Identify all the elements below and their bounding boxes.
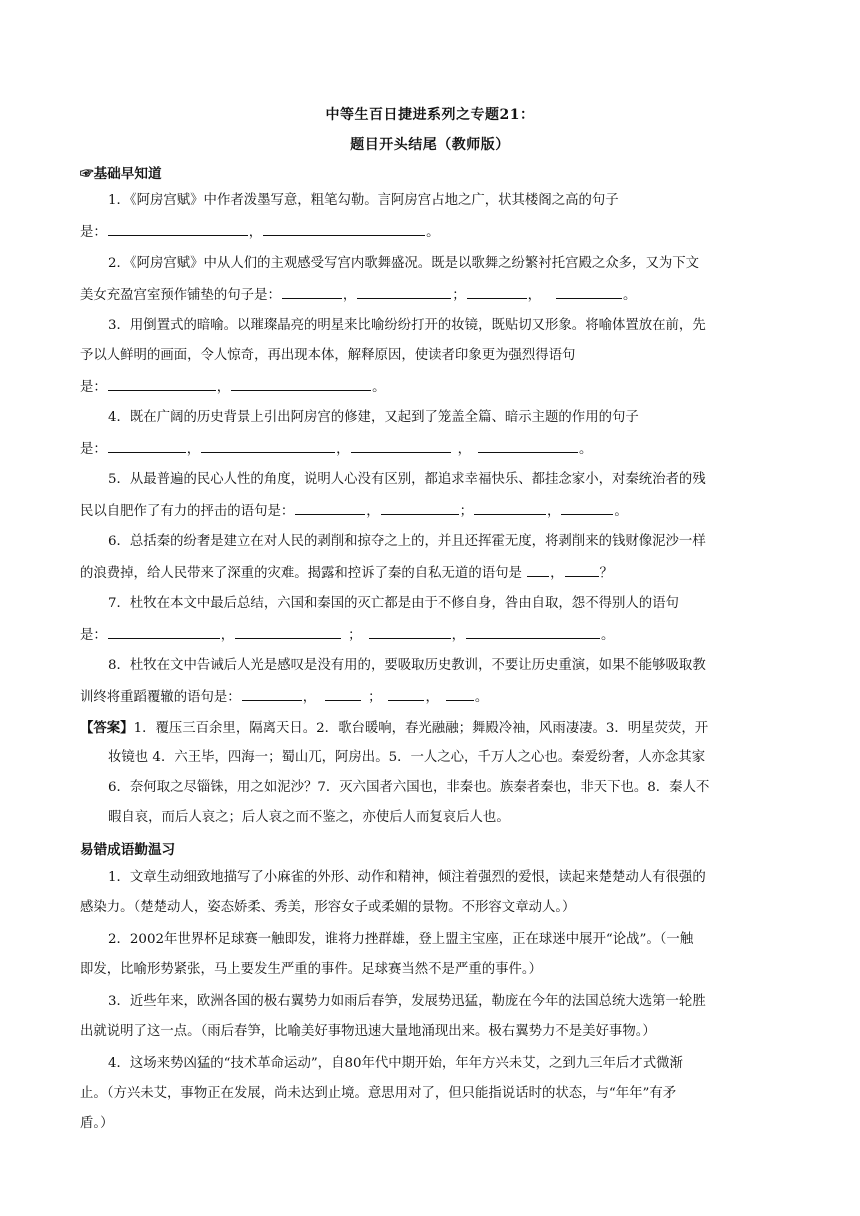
answer-blank[interactable] [446, 686, 474, 701]
end-punct: 。 [578, 442, 593, 457]
separator: ； [368, 690, 382, 705]
question-7-text: 7．杜牧在本文中最后总结，六国和秦国的灭亡都是由于不修自身，咎由自取，怨不得别人的语句 [108, 596, 679, 611]
separator: ， [216, 380, 231, 395]
question-3-text: 3．用倒置式的暗喻。以璀璨晶亮的明星来比喻纷纷打开的妆镜，既贴切又形象。将喻体置放在前，先 [108, 318, 706, 333]
answer-prefix: 是： [80, 442, 107, 457]
answer-blank[interactable] [351, 438, 451, 453]
question-8-answer-line [80, 686, 488, 708]
answer-blank[interactable] [478, 438, 578, 453]
idiom-item-3-line2: 出就说明了这一点。（雨后春笋，比喻美好事物迅速大量地涌现出来。极右翼势力不是美好事物。） [80, 1024, 656, 1039]
question-5-text: 5．从最普遍的民心人性的角度，说明人心没有区别，都追求幸福快乐、都挂念家小，对秦统治者的残 [108, 472, 706, 487]
end-punct: 。 [600, 628, 615, 643]
answer-prefix: 民以自肥作了有力的抨击的语句是： [80, 504, 295, 519]
answer-blank[interactable] [108, 438, 186, 453]
idiom-item-4-line3: 盾。） [80, 1116, 114, 1131]
answer-blank[interactable] [527, 562, 549, 577]
separator: ， [302, 690, 317, 705]
separator: ， [527, 288, 542, 303]
section-heading-idioms: 易错成语勤温习 [80, 842, 176, 858]
question-1-answer-line [80, 221, 440, 243]
question-4-answer-line [80, 438, 592, 460]
answer-blank[interactable] [467, 284, 527, 299]
answer-blank[interactable] [556, 284, 622, 299]
answer-prefix: 是： [80, 380, 107, 395]
idiom-item-3-line1: 3．近些年来，欧洲各国的极右翼势力如雨后春笋，发展势迅猛，勒庞在今年的法国总统大选第一轮胜 [108, 994, 706, 1009]
answer-blank[interactable] [474, 500, 546, 515]
end-punct: 。 [614, 504, 628, 519]
end-punct: 。 [474, 690, 489, 705]
answer-blank[interactable] [108, 376, 216, 391]
separator: ； [452, 288, 466, 303]
answer-prefix: 是： [80, 225, 107, 240]
question-6-answer-line [80, 562, 613, 584]
answer-blank[interactable] [388, 686, 424, 701]
question-5-answer-line [80, 500, 628, 522]
answer-prefix: 训终将重蹈覆辙的语句是： [80, 690, 241, 705]
answer-blank[interactable] [295, 500, 365, 515]
separator: ， [248, 225, 263, 240]
answer-blank[interactable] [242, 686, 302, 701]
doc-title-line2: 题目开头结尾（教师版） [350, 137, 510, 153]
separator: ； [459, 504, 474, 519]
answer-blank[interactable] [201, 438, 335, 453]
separator: ， [550, 566, 564, 581]
question-7-answer-line [80, 624, 614, 646]
answer-blank[interactable] [565, 562, 599, 577]
answer-prefix: 的浪费掉，给人民带来了深重的灾难。揭露和控诉了秦的自私无道的语句是 [80, 566, 527, 581]
end-punct: 。 [426, 225, 440, 240]
section-heading-basics: ☞基础早知道 [80, 166, 162, 182]
idiom-item-1-line1: 1．文章生动细致地描写了小麻雀的外形、动作和精神，倾注着强烈的爱恨，读起来楚楚动人有很强的 [108, 870, 706, 885]
idiom-item-2-line1: 2．2002年世界杯足球赛一触即发，谁将力挫群雄，登上盟主宝座，正在球迷中展开“论战”。（一触 [108, 932, 694, 947]
separator: ， [342, 288, 357, 303]
end-punct: ？ [599, 566, 613, 581]
end-punct: 。 [623, 288, 637, 303]
answer-text: 1．覆压三百余里，隔离天日。2．歌台暖响，春光融融；舞殿冷袖，风雨凄凄。3．明星荧荧，开 [133, 721, 709, 736]
idiom-item-1-line2: 感染力。（楚楚动人，姿态娇柔、秀美，形容女子或柔媚的景物。不形容文章动人。） [80, 900, 576, 915]
separator: ， [366, 504, 380, 519]
separator: ， [220, 628, 235, 643]
question-4-text: 4．既在广阔的历史背景上引出阿房宫的修建，又起到了笼盖全篇、暗示主题的作用的句子 [108, 410, 639, 425]
question-1-text: 1．《阿房宫赋》中作者泼墨写意，粗笔勾勒。言阿房宫占地之广，状其楼阁之高的句子 [108, 193, 619, 208]
answer-blank[interactable] [231, 376, 371, 391]
separator: ， [186, 442, 201, 457]
answer-blank[interactable] [381, 500, 459, 515]
answer-blank[interactable] [263, 221, 425, 236]
idiom-item-4-line1: 4．这场来势凶猛的“技术革命运动”，自80年代中期开始，年年方兴未艾，之到九三年后才式微渐 [108, 1056, 683, 1071]
answer-block-line4: 暇自哀，而后人哀之；后人哀之而不鉴之，亦使后人而复哀后人也。 [108, 810, 510, 825]
separator: ， [547, 504, 561, 519]
answer-blank[interactable] [357, 284, 451, 299]
question-8-text: 8．杜牧在文中告诫后人光是感叹是没有用的，要吸取历史教训，不要让历史重演，如果不能够吸取教 [108, 658, 706, 673]
answer-prefix: 美女充盈宫室预作铺垫的句子是： [80, 288, 281, 303]
answer-label: 【答案】 [80, 720, 134, 736]
doc-title-line1: 中等生百日捷进系列之专题21： [325, 107, 535, 123]
answer-blank[interactable] [561, 500, 613, 515]
answer-block-line1 [80, 718, 708, 739]
answer-block-line3: 6．奈何取之尽锱铢，用之如泥沙？7．灭六国者六国也，非秦也。族秦者秦也，非天下也。8．秦人不 [108, 780, 710, 795]
answer-blank[interactable] [108, 624, 220, 639]
end-punct: 。 [372, 380, 386, 395]
idiom-item-2-line2: 即发，比喻形势紧张，马上要发生严重的事件。足球赛当然不是严重的事件。） [80, 962, 542, 977]
answer-blank[interactable] [325, 686, 361, 701]
question-2-answer-line [80, 284, 636, 306]
answer-blank[interactable] [466, 624, 600, 639]
answer-blank[interactable] [108, 221, 248, 236]
idiom-item-4-line2: 止。（方兴未艾，事物正在发展，尚未达到止境。意思用对了，但只能指说话时的状态，与“年年”有矛 [80, 1086, 677, 1101]
separator: ， [457, 442, 471, 457]
question-6-text: 6．总括秦的纷奢是建立在对人民的剥削和掠夺之上的，并且还挥霍无度，将剥削来的钱财像泥沙一样 [108, 534, 706, 549]
answer-blank[interactable] [235, 624, 341, 639]
separator: ， [451, 628, 465, 643]
answer-prefix: 是： [80, 628, 107, 643]
question-3-answer-line [80, 376, 386, 398]
separator: ， [425, 690, 439, 705]
answer-blank[interactable] [282, 284, 342, 299]
answer-block-line2: 妆镜也 4．六王毕，四海一；蜀山兀，阿房出。5．一人之心，千万人之心也。秦爱纷奢，人亦念其家 [108, 750, 706, 765]
question-3-text-cont: 予以人鲜明的画面，令人惊奇，再出现本体，解释原因，使读者印象更为强烈得语句 [80, 348, 576, 363]
answer-blank[interactable] [369, 624, 451, 639]
separator: ； [348, 628, 362, 643]
separator: ， [336, 442, 350, 457]
question-2-text: 2．《阿房宫赋》中从人们的主观感受写宫内歌舞盛况。既是以歌舞之纷繁衬托宫殿之众多，又为下文 [108, 256, 700, 271]
